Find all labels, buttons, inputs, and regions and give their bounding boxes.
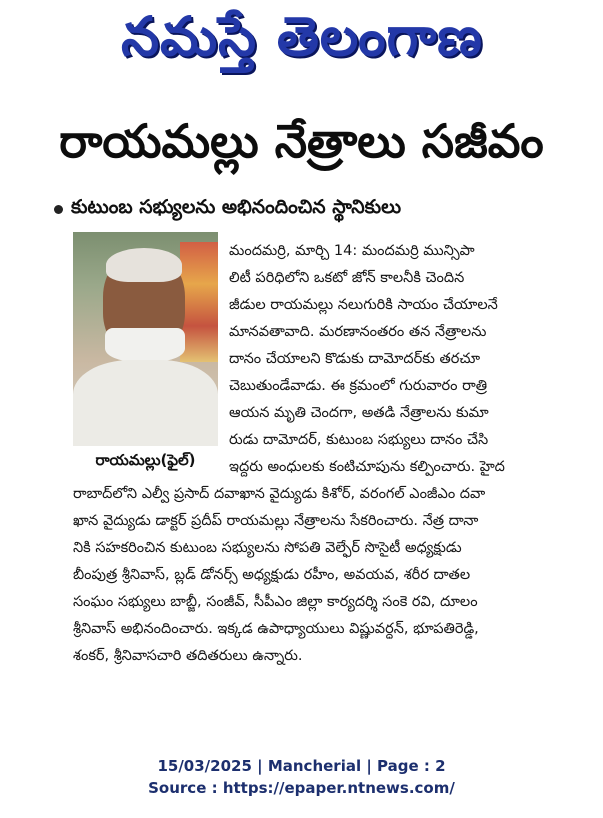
portrait-shirt xyxy=(73,360,218,446)
article-line: ఆయన మృతి చెందగా, అతడి నేత్రాలను కుమా xyxy=(229,405,489,421)
photo-caption: రాయమల్లు(ఫైల్) xyxy=(95,451,196,469)
edition-info: 15/03/2025 | Mancherial | Page : 2 xyxy=(157,757,446,775)
article-line: లిటీ పరిధిలోని ఒకటో జోన్ కాలనీకి చెందిన xyxy=(229,270,465,286)
article-line: దానం చేయాలని కొడుకు దామోదర్‌కు తరచూ xyxy=(229,351,481,367)
article-line: సంఘం సభ్యులు బాబ్జీ, సంజీవ్, సీపీఎం జిల్లా కార్యదర్శి సంకె రవి, దూలం xyxy=(73,594,478,610)
article-line: రుడు దామోదర్, కుటుంబ సభ్యులు దానం చేసి xyxy=(229,432,489,448)
portrait-hair xyxy=(106,248,182,282)
article-photo xyxy=(73,232,218,446)
background-flowers xyxy=(180,242,218,362)
bullet-icon xyxy=(54,205,63,214)
portrait-mask xyxy=(105,328,185,362)
source-link[interactable]: Source : https://epaper.ntnews.com/ xyxy=(148,779,455,797)
article-line: శ్రీనివాస్ అభినందించారు. ఇక్కడ ఉపాధ్యాయులు విష్ణువర్ధన్, భూపతిరెడ్డి, xyxy=(73,621,479,637)
article-line: ఖాన వైద్యుడు డాక్టర్ ప్రదీప్ రాయమల్లు నేత్రాలను సేకరించారు. నేత్ర దానా xyxy=(73,513,479,529)
article-line: మందమర్రి, మార్చి 14: మందమర్రి మున్సిపా xyxy=(229,243,475,259)
article-line: నికి సహకరించిన కుటుంబ సభ్యులను సోపతి వెల్ఫేర్ సొసైటీ అధ్యక్షుడు xyxy=(73,540,462,556)
article-line: జీడుల రాయమల్లు నలుగురికి సాయం చేయాలనే xyxy=(229,297,498,313)
article-line: చెబుతుండేవాడు. ఈ క్రమంలో గురువారం రాత్రి xyxy=(229,378,488,394)
article-line: బీంపుత్ర శ్రీనివాస్, బ్లడ్ డోనర్స్ అధ్యక్షుడు రహీం, అవయవ, శరీర దాతల xyxy=(73,567,471,583)
article-headline: రాయమల్లు నేత్రాలు సజీవం xyxy=(59,114,544,168)
article-subheadline xyxy=(54,194,584,224)
article-line: రాబాద్‌లోని ఎల్వీ ప్రసాద్ దవాఖాన వైద్యుడు కిశోర్, వరంగల్ ఎంజీఎం దవా xyxy=(73,486,486,502)
newspaper-masthead: నమస్తే తెలంగాణ xyxy=(121,4,483,68)
subheadline-text: కుటుంబ సభ్యులను అభినందించిన స్థానికులు xyxy=(71,195,402,218)
article-line: మానవతావాది. మరణానంతరం తన నేత్రాలను xyxy=(229,324,487,340)
article-line: శంకర్, శ్రీనివాసచారి తదితరులు ఉన్నారు. xyxy=(73,648,303,664)
article-line: ఇద్దరు అంధులకు కంటిచూపును కల్పించారు. హైద xyxy=(229,459,505,475)
